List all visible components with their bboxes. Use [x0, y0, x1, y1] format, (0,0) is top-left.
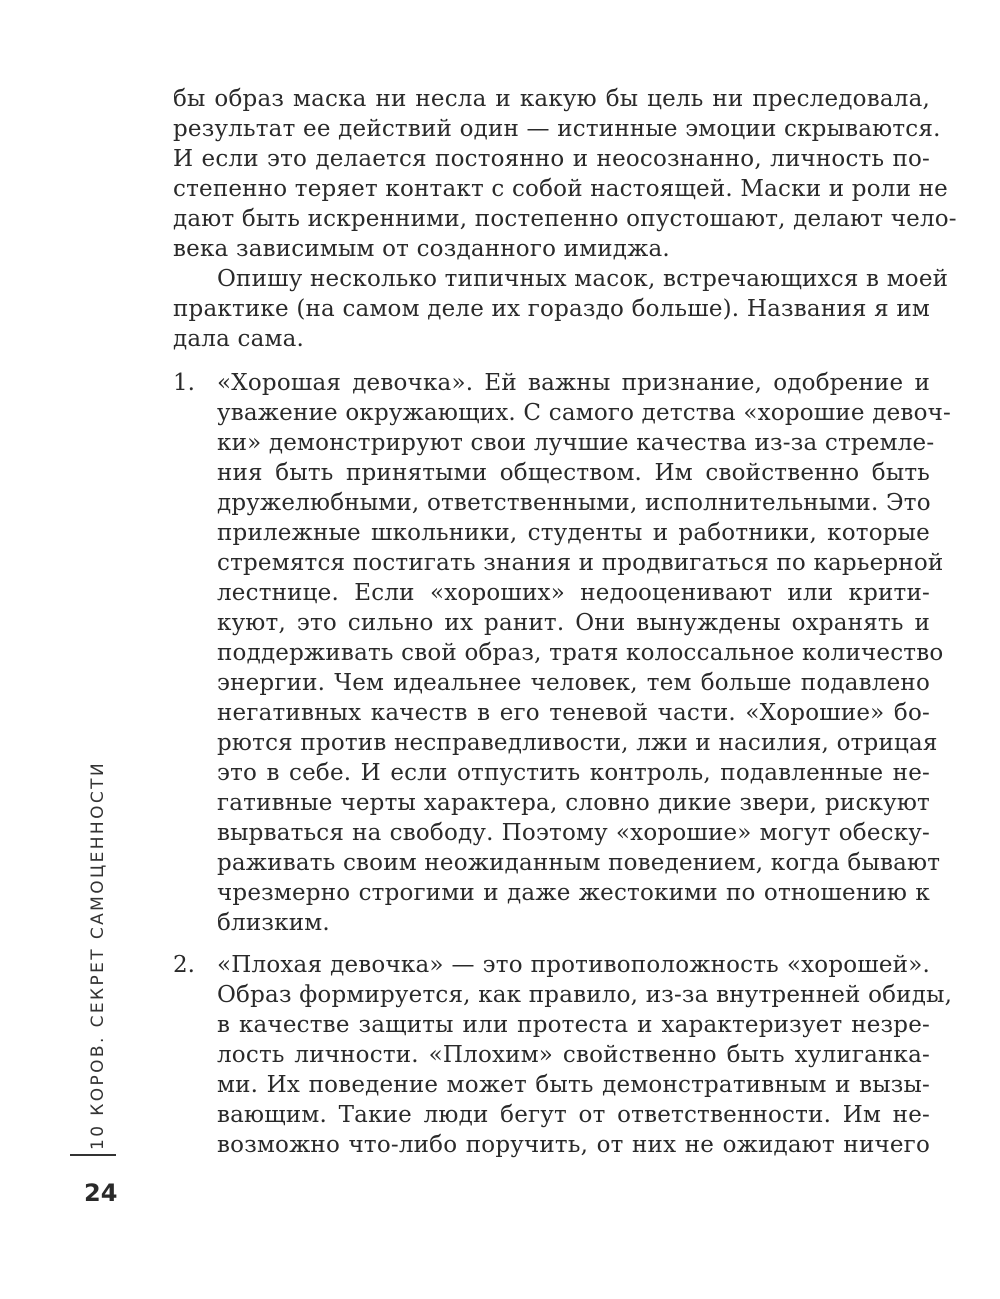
text-line: века зависимым от созданного имиджа.	[173, 236, 670, 262]
text-line: «Плохая девочка» — это противоположность «хорошей».	[217, 952, 930, 978]
text-line: практике (на самом деле их гораздо больше). Названия я им	[173, 296, 930, 322]
text-line: возможно что-либо поручить, от них не ожидают ничего	[217, 1132, 930, 1158]
text-line: негативных качеств в его теневой части. «Хорошие» бо-	[217, 700, 930, 726]
text-line: бы образ маска ни несла и какую бы цель ни преследовала,	[173, 86, 930, 112]
page-number: 24	[84, 1179, 118, 1207]
text-line: энергии. Чем идеальнее человек, тем больше подавлено	[217, 670, 930, 696]
text-line: Образ формируется, как правило, из-за внутренней обиды,	[217, 982, 953, 1008]
text-line: вырваться на свободу. Поэтому «хорошие» могут обеску-	[217, 820, 930, 846]
text-line: это в себе. И если отпустить контроль, подавленные не-	[217, 760, 930, 786]
text-line: результат ее действий один — истинные эмоции скрываются.	[173, 116, 941, 142]
text-line: И если это делается постоянно и неосознанно, личность по-	[173, 146, 930, 172]
text-line: степенно теряет контакт с собой настоящей. Маски и роли не	[173, 176, 948, 202]
text-line: «Хорошая девочка». Ей важны признание, одобрение и	[217, 370, 930, 396]
list-item-number: 1.	[173, 370, 195, 396]
text-line: гативные черты характера, словно дикие звери, рискуют	[217, 790, 930, 816]
text-line: чрезмерно строгими и даже жестокими по отношению к	[217, 880, 930, 906]
text-line: ми. Их поведение может быть демонстративным и вызы-	[217, 1072, 930, 1098]
text-line: уважение окружающих. С самого детства «хорошие девоч-	[217, 400, 951, 426]
text-line: поддерживать свой образ, тратя колоссальное количество	[217, 640, 944, 666]
divider	[70, 1154, 116, 1156]
text-line: лость личности. «Плохим» свойственно быть хулиганка-	[217, 1042, 930, 1068]
text-line: близким.	[217, 910, 330, 936]
list-item-number: 2.	[173, 952, 195, 978]
text-line: стремятся постигать знания и продвигаться по карьерной	[217, 550, 944, 576]
text-line: вающим. Такие люди бегут от ответственности. Им не-	[217, 1102, 930, 1128]
text-line: дала сама.	[173, 326, 305, 352]
text-line: лестнице. Если «хороших» недооценивают или крити-	[217, 580, 930, 606]
text-line: раживать своим неожиданным поведением, когда бывают	[217, 850, 941, 876]
text-line: прилежные школьники, студенты и работники, которые	[217, 520, 930, 546]
text-line: ки» демонстрируют свои лучшие качества из-за стремле-	[217, 430, 935, 456]
text-line: дружелюбными, ответственными, исполнительными. Это	[217, 490, 931, 516]
text-line: куют, это сильно их ранит. Они вынуждены охранять и	[217, 610, 930, 636]
text-line: Опишу несколько типичных масок, встречающихся в моей	[217, 266, 949, 292]
text-line: в качестве защиты или протеста и характеризует незре-	[217, 1012, 930, 1038]
text-line: ния быть принятыми обществом. Им свойственно быть	[217, 460, 930, 486]
running-head: 10 КОРОВ. СЕКРЕТ САМОЦЕННОСТИ	[88, 760, 108, 1150]
text-line: рются против несправедливости, лжи и насилия, отрицая	[217, 730, 938, 756]
text-line: дают быть искренними, постепенно опустошают, делают чело-	[173, 206, 957, 232]
